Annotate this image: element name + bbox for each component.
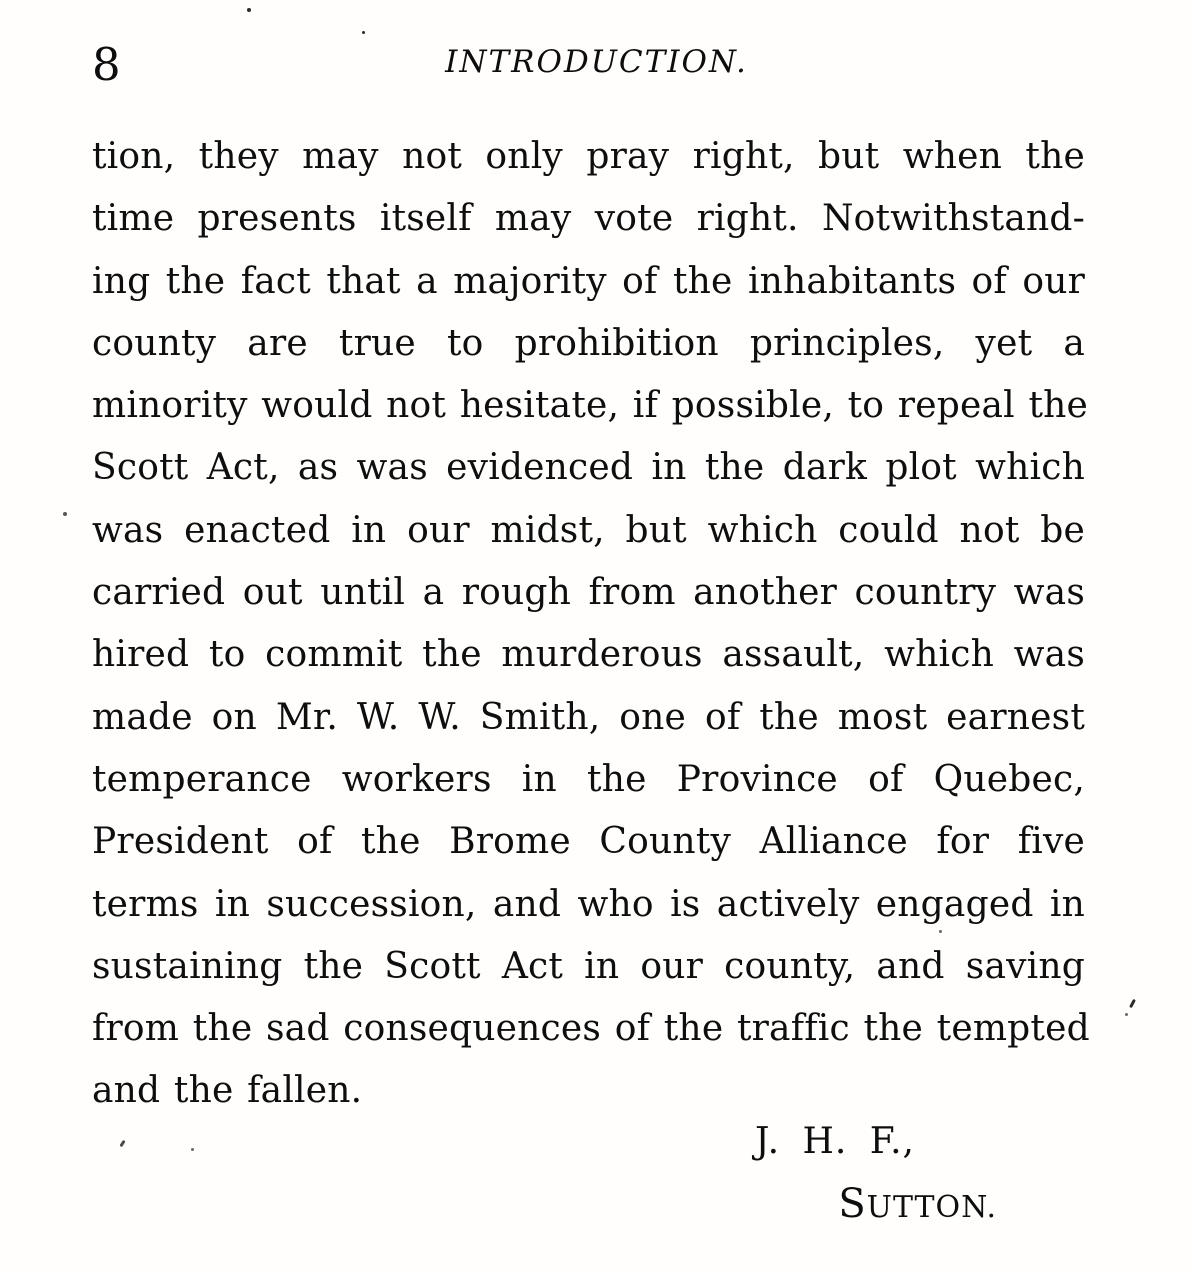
text-line: made on Mr. W. W. Smith, one of the most earnest	[92, 696, 1085, 738]
page-number: 8	[92, 38, 121, 91]
text-line: Scott Act, as was evidenced in the dark plot which	[92, 447, 1085, 489]
text-line: was enacted in our midst, but which could not be	[92, 509, 1085, 551]
text-line: terms in succession, and who is actively engaged in	[92, 883, 1085, 925]
text-line: President of the Brome County Alliance for five	[92, 821, 1085, 863]
text-line: county are true to prohibition principles, yet a	[92, 322, 1085, 364]
text-line: hired to commit the murderous assault, which was	[92, 634, 1085, 676]
body-text	[92, 126, 1090, 1123]
scan-speck	[191, 1148, 194, 1151]
scan-speck	[1125, 1013, 1128, 1016]
scan-speck	[362, 31, 365, 34]
text-line: time presents itself may vote right. Notwithstand-	[92, 198, 1085, 240]
signature-place: SUTTON.	[838, 1181, 997, 1227]
text-line: ing the fact that a majority of the inhabitants of our	[92, 260, 1085, 302]
text-line: minority would not hesitate, if possible, to repeal the	[92, 385, 1089, 427]
scan-speck	[939, 930, 942, 933]
text-line: and the fallen.	[92, 1070, 363, 1112]
scan-speck	[247, 8, 251, 12]
text-line: from the sad consequences of the traffic the tempted	[92, 1008, 1090, 1050]
scan-speck	[1129, 999, 1136, 1008]
text-line: carried out until a rough from another country was	[92, 572, 1085, 614]
running-head: INTRODUCTION.	[445, 44, 748, 80]
text-line: tion, they may not only pray right, but when the	[92, 136, 1085, 177]
text-line: sustaining the Scott Act in our county, and saving	[92, 945, 1085, 987]
signature-initials: J. H. F.,	[754, 1121, 915, 1162]
text-line: temperance workers in the Province of Quebec,	[92, 758, 1085, 800]
scan-speck	[63, 512, 67, 516]
signature-block	[0, 1112, 1193, 1240]
